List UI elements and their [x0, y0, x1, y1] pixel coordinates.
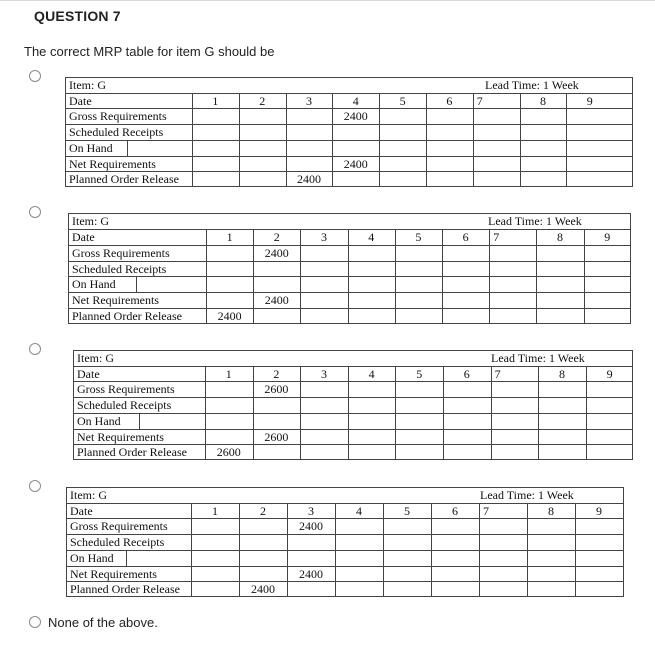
option-none-radio[interactable] [29, 616, 41, 628]
planned-order-release-label: Planned Order Release [69, 172, 179, 187]
net-requirements-label: Net Requirements [72, 293, 159, 308]
planned-order-release-label: Planned Order Release [77, 445, 187, 460]
column-divider [566, 93, 567, 187]
column-divider [379, 93, 380, 187]
gross-requirement-value: 2400 [343, 109, 368, 124]
period-3-header: 3 [305, 93, 312, 108]
period-1-header: 1 [212, 93, 219, 108]
net-requirements-label: Net Requirements [77, 429, 164, 444]
period-5-header: 5 [415, 229, 422, 244]
option-a-radio[interactable] [29, 70, 41, 82]
lead-time-label: Lead Time: 1 Week [488, 214, 582, 228]
scheduled-receipts-label: Scheduled Receipts [72, 261, 167, 276]
column-divider [253, 366, 254, 460]
planned-order-release-value: 2400 [296, 172, 321, 187]
gross-requirement-value: 2400 [264, 245, 289, 260]
column-divider [442, 229, 443, 324]
item-row-label: Item: G [77, 351, 114, 365]
period-2-header: 2 [273, 366, 280, 381]
option-b-radio[interactable] [29, 206, 41, 218]
column-divider [479, 503, 480, 597]
period-3-header: 3 [320, 229, 327, 244]
row-divider [73, 413, 633, 414]
column-divider [431, 503, 432, 597]
column-divider [287, 503, 288, 597]
item-row-label: Item: G [72, 214, 109, 228]
column-divider [536, 229, 537, 324]
on-hand-partial-divider [139, 413, 140, 429]
period-2-header: 2 [259, 93, 266, 108]
period-2-header: 2 [273, 229, 280, 244]
column-divider [300, 229, 301, 324]
period-1-header: 1 [212, 503, 218, 518]
option-c-radio[interactable] [29, 343, 41, 355]
option-d-radio[interactable] [29, 480, 41, 492]
net-requirement-value: 2600 [264, 429, 289, 444]
top-divider [0, 0, 655, 1]
planned-order-release-value: 2400 [217, 309, 242, 324]
lead-time-label: Lead Time: 1 Week [480, 488, 574, 502]
item-row-label: Item: G [69, 78, 106, 92]
period-3-header: 3 [308, 503, 314, 518]
question-prompt: The correct MRP table for item G should be [24, 44, 275, 59]
scheduled-receipts-label: Scheduled Receipts [77, 398, 172, 413]
on-hand-partial-divider [127, 140, 128, 156]
option-d-mrp-table [66, 487, 624, 597]
period-6-header: 6 [463, 366, 470, 381]
question-header: QUESTION 7 [34, 8, 121, 24]
period-5-header: 5 [416, 366, 423, 381]
planned-order-release-label: Planned Order Release [70, 582, 180, 597]
column-divider [383, 503, 384, 597]
on-hand-partial-divider [136, 276, 137, 292]
column-divider [335, 503, 336, 597]
period-7-header: 7 [476, 93, 483, 108]
column-divider [443, 366, 444, 460]
column-divider [584, 229, 585, 324]
column-divider [332, 93, 333, 187]
column-divider [395, 229, 396, 324]
planned-order-release-value: 2400 [251, 582, 275, 597]
option-b-mrp-table [68, 213, 631, 324]
period-8-header: 8 [539, 93, 546, 108]
planned-order-release-value: 2600 [216, 445, 241, 460]
on-hand-label: On Hand [72, 277, 116, 292]
period-7-header: 7 [494, 366, 501, 381]
gross-requirement-value: 2400 [299, 519, 323, 534]
option-a-mrp-table [65, 77, 633, 187]
date-row-label: Date [72, 229, 95, 244]
column-divider [473, 93, 474, 187]
period-4-header: 4 [368, 366, 375, 381]
row-divider [65, 140, 633, 141]
column-divider [300, 366, 301, 460]
on-hand-label: On Hand [77, 413, 121, 428]
column-divider [191, 503, 192, 597]
column-divider [527, 503, 528, 597]
period-1-header: 1 [225, 366, 232, 381]
column-divider [348, 229, 349, 324]
lead-time-label: Lead Time: 1 Week [485, 78, 579, 92]
on-hand-label: On Hand [69, 140, 113, 155]
period-6-header: 6 [452, 503, 458, 518]
option-none-label[interactable]: None of the above. [48, 615, 158, 630]
period-4-header: 4 [352, 93, 359, 108]
period-6-header: 6 [462, 229, 469, 244]
column-divider [426, 93, 427, 187]
on-hand-partial-divider [126, 550, 127, 566]
item-row-label: Item: G [70, 488, 107, 502]
net-requirement-value: 2400 [299, 566, 323, 581]
period-5-header: 5 [399, 93, 406, 108]
scheduled-receipts-label: Scheduled Receipts [69, 125, 164, 140]
net-requirements-label: Net Requirements [69, 156, 156, 171]
row-divider [66, 550, 624, 551]
gross-requirements-label: Gross Requirements [77, 382, 175, 397]
period-8-header: 8 [558, 366, 565, 381]
column-divider [586, 366, 587, 460]
date-row-label: Date [69, 93, 92, 108]
net-requirements-label: Net Requirements [70, 566, 157, 581]
on-hand-label: On Hand [70, 550, 114, 565]
scheduled-receipts-label: Scheduled Receipts [70, 535, 165, 550]
net-requirement-value: 2400 [264, 293, 289, 308]
column-divider [253, 229, 254, 324]
gross-requirement-value: 2600 [264, 382, 289, 397]
period-8-header: 8 [556, 229, 563, 244]
period-7-header: 7 [483, 503, 489, 518]
row-divider [68, 276, 631, 277]
option-c-mrp-table [73, 350, 633, 460]
column-divider [192, 93, 193, 187]
column-divider [395, 366, 396, 460]
period-7-header: 7 [493, 229, 500, 244]
column-divider [491, 366, 492, 460]
column-divider [348, 366, 349, 460]
period-9-header: 9 [606, 366, 613, 381]
period-4-header: 4 [356, 503, 362, 518]
lead-time-label: Lead Time: 1 Week [491, 351, 585, 365]
period-5-header: 5 [404, 503, 410, 518]
column-divider [575, 503, 576, 597]
period-3-header: 3 [320, 366, 327, 381]
date-row-label: Date [70, 503, 93, 518]
period-9-header: 9 [604, 229, 611, 244]
period-6-header: 6 [446, 93, 453, 108]
gross-requirements-label: Gross Requirements [69, 109, 167, 124]
period-1-header: 1 [226, 229, 233, 244]
column-divider [520, 93, 521, 187]
period-8-header: 8 [548, 503, 554, 518]
gross-requirements-label: Gross Requirements [70, 519, 168, 534]
period-4-header: 4 [368, 229, 375, 244]
column-divider [538, 366, 539, 460]
planned-order-release-label: Planned Order Release [72, 309, 182, 324]
net-requirement-value: 2400 [343, 156, 368, 171]
period-9-header: 9 [596, 503, 602, 518]
column-divider [239, 93, 240, 187]
period-9-header: 9 [586, 93, 593, 108]
column-divider [489, 229, 490, 324]
gross-requirements-label: Gross Requirements [72, 245, 170, 260]
period-2-header: 2 [260, 503, 266, 518]
date-row-label: Date [77, 366, 100, 381]
